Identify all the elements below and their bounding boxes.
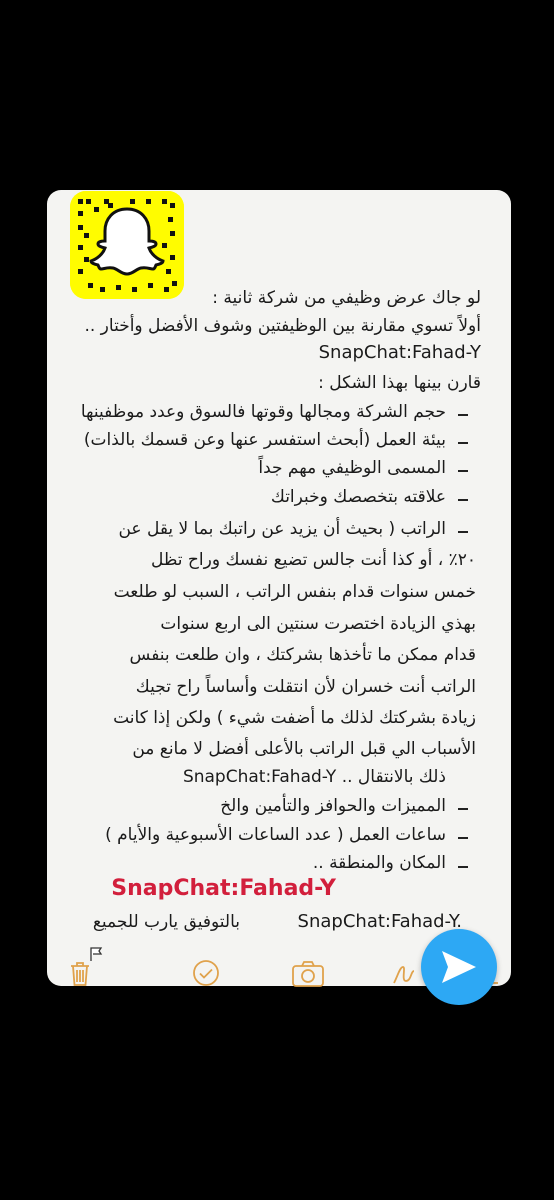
bullet-company-size: حجم الشركة ومجالها وقوتها فالسوق وعدد موظفينها bbox=[80, 402, 446, 422]
bullet-salary-2: ٢٠٪ ، أو كذا أنت جالس تضيع نفسك وراح تظل bbox=[150, 550, 476, 570]
send-icon bbox=[439, 948, 479, 986]
bullet-salary-7: زيادة بشركتك لذلك ما أضفت شيء ) ولكن إذا كانت bbox=[113, 708, 476, 728]
bullet-salary-4: بهذي الزيادة اختصرت سنتين الى اربع سنوات bbox=[160, 614, 476, 634]
bullet-location: المكان والمنطقة .. bbox=[312, 853, 446, 873]
snapchat-handle-final: SnapChat:Fahad-Y. bbox=[297, 911, 462, 932]
note-line-3: قارن بينها بهذا الشكل : bbox=[318, 373, 481, 393]
bullet-dash bbox=[458, 442, 468, 444]
bullet-dash bbox=[458, 414, 468, 416]
bullet-dash bbox=[458, 531, 468, 533]
snapcode-ghost bbox=[70, 191, 184, 299]
note-line-2: أولاً تسوي مقارنة بين الوظيفتين وشوف الأفضل وأختار .. bbox=[84, 316, 481, 336]
bullet-specialty: علاقته بتخصصك وخبراتك bbox=[270, 487, 446, 507]
bullet-job-title: المسمى الوظيفي مهم جداً bbox=[258, 458, 446, 478]
pen-icon[interactable] bbox=[388, 957, 420, 989]
bullet-dash bbox=[458, 470, 468, 472]
snapchat-handle-red: SnapChat:Fahad-Y bbox=[111, 876, 336, 901]
bullet-dash bbox=[458, 808, 468, 810]
flag-icon bbox=[88, 945, 106, 963]
bullet-salary-6: الراتب أنت خسران لأن انتقلت وأساساً راح تجيك bbox=[135, 677, 476, 697]
send-button[interactable] bbox=[421, 929, 497, 1005]
bullet-dash bbox=[458, 837, 468, 839]
bullet-salary-1: الراتب ( بحيث أن يزيد عن راتبك بما لا يقل عن bbox=[118, 519, 446, 539]
check-icon[interactable] bbox=[190, 957, 222, 989]
bullet-benefits: المميزات والحوافز والتأمين والخ bbox=[220, 796, 446, 816]
bullet-salary-8: الأسباب الي قبل الراتب بالأعلى أفضل لا مانع من bbox=[132, 739, 476, 759]
bullet-salary-9: ذلك بالانتقال .. SnapChat:Fahad-Y bbox=[182, 767, 446, 787]
bullet-salary-5: قدام ممكن ما تأخذها بشركتك ، وان طلعت بنفس bbox=[129, 645, 476, 665]
note-line-1: لو جاك عرض وظيفي من شركة ثانية : bbox=[212, 288, 481, 308]
closing-wish: بالتوفيق يارب للجميع bbox=[92, 912, 240, 932]
bullet-salary-3: خمس سنوات قدام بنفس الراتب ، السبب لو طلعت bbox=[113, 582, 476, 602]
bullet-dash bbox=[458, 866, 468, 868]
bullet-working-hours: ساعات العمل ( عدد الساعات الأسبوعية والأيام ) bbox=[105, 825, 446, 845]
bullet-dash bbox=[458, 499, 468, 501]
snapchat-handle-1: SnapChat:Fahad-Y bbox=[318, 342, 481, 363]
bullet-work-environment: بيئة العمل (أبحث استفسر عنها وعن قسمك بالذات) bbox=[83, 430, 446, 450]
camera-icon[interactable] bbox=[290, 957, 326, 989]
